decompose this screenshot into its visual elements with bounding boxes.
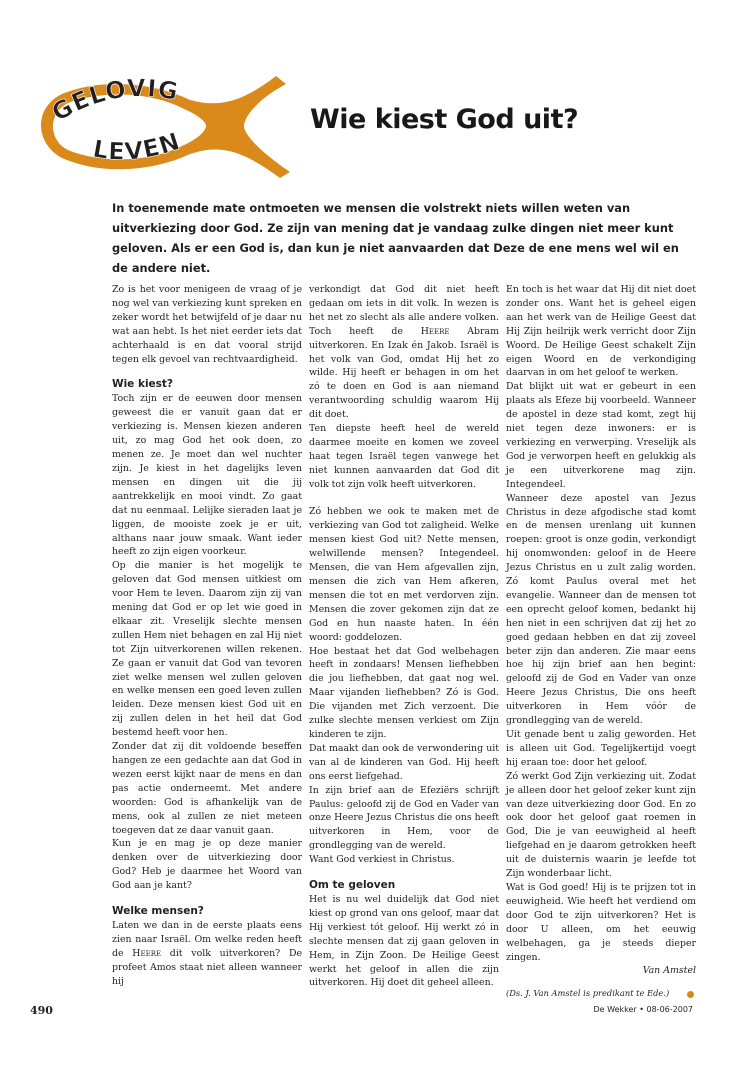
paragraph: Wat is God goed! Hij is te prijzen tot in eeuwigheid. Wie heeft het verdiend om door God te zijn uitverkoren? Het is door U alleen, om het eeuwig welbehagen, ga je steeds dieper zingen. <box>506 881 696 963</box>
author-note-text: (Ds. J. Van Amstel is predikant te Ede.) <box>506 988 670 999</box>
section-heading-om-te-geloven: Om te geloven <box>309 879 396 892</box>
paragraph: Wanneer deze apostel van Jezus Christus in deze afgodische stad komt en de mensen urenlang uit kunnen roepen: groot is onze godin, verkondigt hij onomwonden: geloof in de Heere Jezus Christus en u zult zalig worden. Zó komt Paulus overal met het evangelie. Wanneer dan de mensen tot een oprecht geloof komen, bedankt hij hen niet in een schrijven dat zij het zo goed gedaan hebben en dat zij zoveel beter zijn dan anderen. Zie maar eens hoe hij zijn brief aan hen begint: geloofd zij de God en Vader van onze Heere Jezus Christus, Die ons heeft uitverkoren in Hem vóór de grondlegging van de wereld. <box>506 492 696 727</box>
paragraph: Dat blijkt uit wat er gebeurt in een plaats als Efeze bij voorbeeld. Wanneer de apostel in deze stad komt, zegt hij niet tegen deze inwoners: er is verkiezing en verwerping. Vreselijk als God je verworpen heeft en gelukkig als je een uitverkorene mag zijn. Integendeel. <box>506 381 696 490</box>
paragraph: Hoe bestaat het dat God welbehagen heeft in zondaars! Mensen liefhebben die jou liefhebben, dat gaat nog wel. Maar vijanden liefhebben? Zó is God. Die vijanden met Zich verzoent. Die zulke slechte mensen verkiest om Zijn kinderen te zijn. <box>309 645 499 740</box>
paragraph: Laten we dan in de eerste plaats eens zien naar Israël. Om welke reden heeft de Heere dit volk uitverkoren? De profeet Amos staat niet alleen wanneer hij <box>112 920 303 987</box>
paragraph: Het is nu wel duidelijk dat God niet kiest op grond van ons geloof, maar dat Hij verkiest tót geloof. Hij werkt zó in slechte mensen dat zij gaan geloven in Hem, in Zijn Zoon. De Heilige Geest werkt het geloof in allen die zijn uitverkoren. Hij doet dit geheel alleen. <box>309 894 499 989</box>
paragraph: verkondigt dat God dit niet heeft gedaan om iets in dit volk. In wezen is het net zo slecht als alle andere volken. Toch heeft de Heere Abram uitverkoren. En Izak én Jakob. Israël is het volk van God, omdat Hij het zo wilde. Hij heeft er behagen in om het zó te doen en God is aan niemand verantwoording schuldig waarom Hij dit doet. <box>309 284 499 421</box>
paragraph: Uit genade bent u zalig geworden. Het is alleen uit God. Tegelijkertijd voegt hij eraan toe: door het geloof. <box>506 729 696 768</box>
article-title: Wie kiest God uit? <box>310 104 579 135</box>
paragraph: Op die manier is het mogelijk te geloven dat God mensen uitkiest om voor Hem te leven. Daarom zijn zij van mening dat God er op let wie goed in elkaar zit. Vreselijk slechte mensen zullen Hem niet behagen en zal Hij niet tot Zijn uitverkorenen willen rekenen. Ze gaan er vanuit dat God van tevoren ziet welke mensen wel zullen geloven en welke mensen een goed leven zullen leiden. Deze mensen kiest God uit en zij zullen delen in het heil dat God bestemd heeft voor hen. <box>112 560 302 739</box>
paragraph: Dat maakt dan ook de verwondering uit van al de kinderen van God. Hij heeft ons eerst liefgehad. <box>309 742 499 782</box>
section-heading-wie-kiest: Wie kiest? <box>112 378 174 391</box>
publication-footer: De Wekker • 08-06-2007 <box>593 1005 693 1014</box>
paragraph: Zó werkt God Zijn verkiezing uit. Zodat je alleen door het geloof zeker kunt zijn van deze uitverkiezing door God. En zo ook door het geloof gaat roemen in God, Die je van eeuwigheid al heeft liefgehad en je daarom getrokken heeft uit de duisternis waarin je leefde tot Zijn wonderbaar licht. <box>506 770 696 880</box>
column-3 <box>506 283 696 1001</box>
column-1 <box>112 283 302 989</box>
paragraph: Toch zijn er de eeuwen door mensen geweest die er vanuit gaan dat er verkiezing is. Mensen kiezen anderen uit, zo mag God het ook doen, zo menen ze. Je moet dan wel nuchter zijn. Je kiest in het dagelijks leven mensen en dingen uit die jij aantrekkelijk en mooi vindt. Zo gaat dat nu eenmaal. Lelijke sieraden laat je liggen, de mooiste zoek je er uit, althans naar jouw smaak. Want ieder heeft zo zijn eigen voorkeur. <box>112 393 302 558</box>
logo-text-gelovig: GELOVIG <box>47 73 181 127</box>
column-2 <box>309 283 499 990</box>
heere-smallcaps: Heere <box>420 325 450 337</box>
paragraph: Kun je en mag je op deze manier denken over de uitverkiezing door God? Heb je daarmee het Woord van God aan je kant? <box>112 838 302 892</box>
heere-smallcaps: Heere <box>132 947 162 959</box>
paragraph: Zó hebben we ook te maken met de verkiezing van God tot zaligheid. Welke mensen kiest God uit? Nette mensen, welwillende mensen? Integendeel. Mensen, die van Hem afgevallen zijn, mensen die zich van Hem afkeren, mensen die tot en met verdorven zijn. Mensen die zover gekomen zijn dat ze God en hun naaste haten. In één woord: goddelozen. <box>309 506 499 643</box>
article-intro: In toenemende mate ontmoeten we mensen die volstrekt niets willen weten van uitverkiezing door God. Ze zijn van mening dat je vandaag zulke dingen niet meer kunt geloven. Als er een God is, dan kun je niet aanvaarden dat Deze de ene mens wel wil en de andere niet. <box>112 201 679 275</box>
gelovig-leven-fish-logo <box>30 70 300 180</box>
paragraph: Zo is het voor menigeen de vraag of je nog wel van verkiezing kunt spreken en zeker wordt het betwijfeld of je daar nu wat aan hebt. Is het niet eerder iets dat achterhaald is en dat vooral strijd tegen elk gevoel van rechtvaardigheid. <box>112 284 302 365</box>
paragraph: Want God verkiest in Christus. <box>309 854 455 866</box>
paragraph: Ten diepste heeft heel de wereld daarmee moeite en komen we zoveel haat tegen Israël tegen vanwege het niet kunnen aanvaarden dat God dit volk tot zijn volk heeft uitverkoren. <box>309 423 499 490</box>
section-heading-welke-mensen: Welke mensen? <box>112 905 204 918</box>
logo-text-leven: LEVEN <box>90 126 184 166</box>
page-number: 490 <box>30 1004 53 1017</box>
paragraph: En toch is het waar dat Hij dit niet doet zonder ons. Want het is geheel eigen aan het werk van de Heilige Geest dat Hij Zijn heilrijk werk verricht door Zijn Woord. De Heilige Geest schakelt Zijn eigen Woord en de verkondiging daarvan in om het geloof te werken. <box>506 284 696 379</box>
paragraph: Zonder dat zij dit voldoende beseffen hangen ze een gedachte aan dat God in wezen eerst kijkt naar de mens en dan pas actie onderneemt. Met andere woorden: God is afhankelijk van de mens, ook al zullen ze niet meteen toegeven dat ze daar vanuit gaan. <box>112 741 302 836</box>
paragraph: In zijn brief aan de Efeziërs schrijft Paulus: geloofd zij de God en Vader van onze Heere Jezus Christus die ons heeft uitverkoren in Hem, voor de grondlegging van de wereld. <box>309 784 499 852</box>
author-note <box>506 987 696 1001</box>
author-signature: Van Amstel <box>642 965 696 977</box>
end-mark-dot-icon <box>687 991 694 998</box>
